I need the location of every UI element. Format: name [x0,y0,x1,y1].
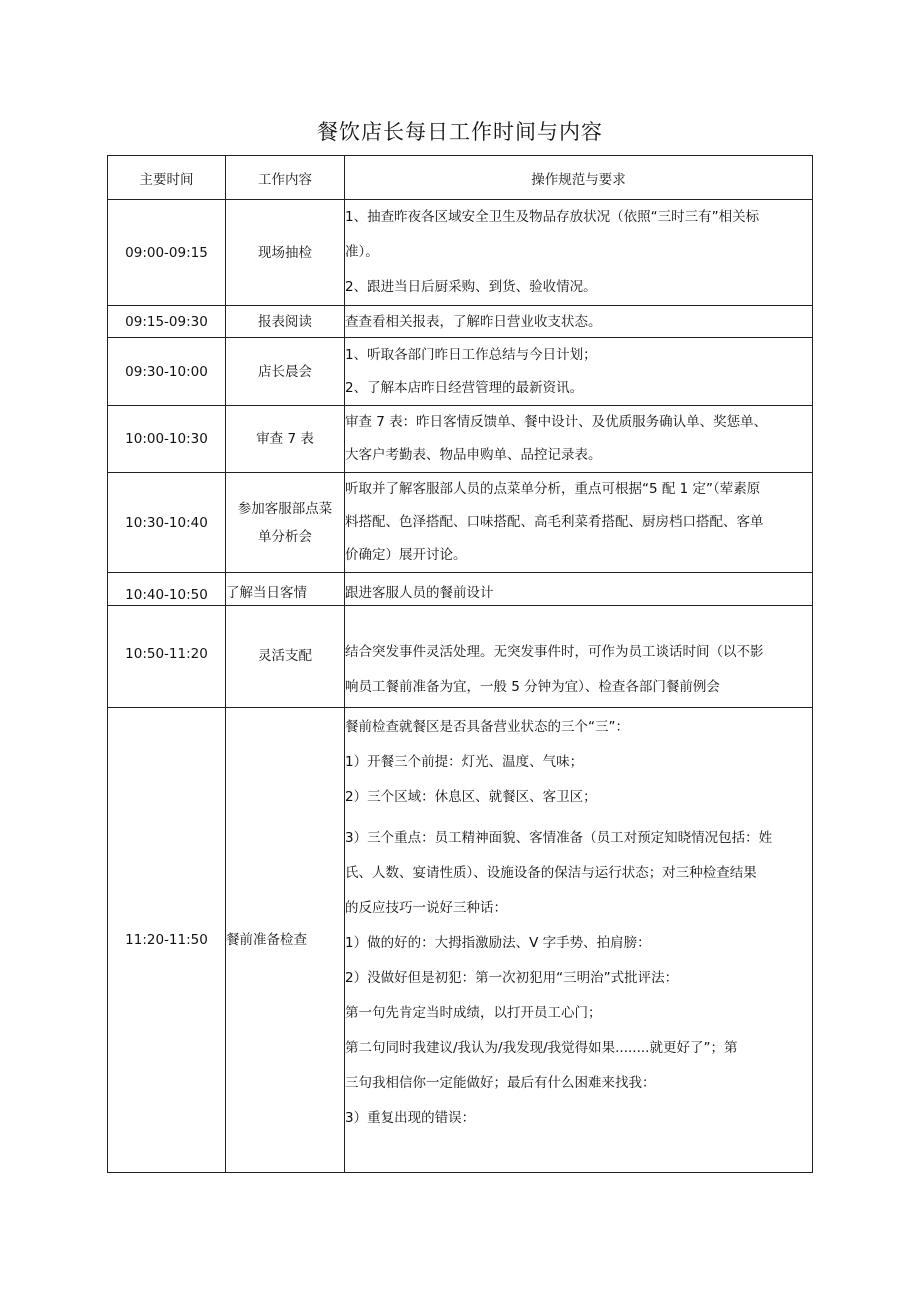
spec-line: 2）没做好但是初犯：第一次初犯用“三明治”式批评法： [345,970,679,986]
task-cell: 店长晨会 [226,338,345,406]
spec-line: 结合突发事件灵活处理。无突发事件时，可作为员工谈话时间（以不影 [345,644,764,660]
time-cell: 11:20-11:50 [108,708,226,1173]
spec-line: 准）。 [345,244,379,260]
time-cell: 10:00-10:30 [108,406,226,473]
header-time: 主要时间 [108,156,226,200]
spec-line: 大客户考勤表、物品申购单、品控记录表。 [345,447,602,463]
spec-cell [345,473,813,573]
spec-line: 2）三个区域：休息区、就餐区、客卫区； [345,789,597,805]
header-task: 工作内容 [226,156,345,200]
task-cell [226,473,345,573]
spec-line: 3）重复出现的错误： [345,1110,476,1126]
spec-line: 第一句先肯定当时成绩，以打开员工心门； [345,1005,602,1021]
table-row [108,306,813,338]
spec-line: 2、了解本店昨日经营管理的最新资讯。 [345,379,584,396]
table-row [108,473,813,573]
schedule-table [107,155,813,1173]
table-row [108,606,813,708]
task-cell: 现场抽检 [226,200,345,306]
time-cell: 09:00-09:15 [108,200,226,306]
spec-cell [345,606,813,708]
spec-cell [345,406,813,473]
spec-line: 料搭配、色泽搭配、口味搭配、高毛利菜肴搭配、厨房档口搭配、客单 [345,514,764,530]
spec-line: 听取并了解客服部人员的点菜单分析，重点可根据“5 配 1 定”（荤素原 [345,481,761,497]
spec-cell [345,338,813,406]
task-cell: 餐前准备检查 [226,708,345,1173]
spec-cell [345,708,813,1173]
task-cell: 灵活支配 [226,606,345,708]
spec-line: 1）开餐三个前提：灯光、温度、气味； [345,754,584,770]
spec-line: 审查 7 表：昨日客情反馈单、餐中设计、及优质服务确认单、奖惩单、 [345,414,768,430]
table-row [108,338,813,406]
spec-cell [345,200,813,306]
spec-cell [345,573,813,606]
spec-line: 2、跟进当日后厨采购、到货、验收情况。 [345,279,597,295]
header-spec: 操作规范与要求 [345,156,813,200]
spec-cell [345,306,813,338]
spec-line: 1、抽查昨夜各区域安全卫生及物品存放状况（依照“三时三有”相关标 [345,209,760,225]
spec-line: 查查看相关报表，了解昨日营业收支状态。 [345,313,602,330]
task-cell: 了解当日客情 [226,573,345,606]
table-row [108,708,813,1173]
spec-line: 1）做的好的：大拇指激励法、V 字手势、拍肩膀： [345,935,651,951]
table-header-row [108,156,813,200]
time-cell: 10:30-10:40 [108,473,226,573]
document-title: 餐饮店长每日工作时间与内容 [317,120,603,144]
time-cell: 09:15-09:30 [108,306,226,338]
time-cell: 10:40-10:50 [108,573,226,606]
spec-line: 1、听取各部门昨日工作总结与今日计划； [345,346,597,363]
task-cell: 审查 7 表 [226,406,345,473]
table-row [108,406,813,473]
spec-line: 的反应技巧一说好三种话： [345,900,507,916]
spec-line: 3）三个重点：员工精神面貌、客情准备（员工对预定知晓情况包括：姓 [345,830,773,846]
task-line: 单分析会 [258,528,312,545]
time-cell: 10:50-11:20 [108,606,226,708]
table-row [108,200,813,306]
spec-line: 第二句同时我建议/我认为/我发现/我觉得如果........就更好了”；第 [345,1040,738,1056]
spec-line: 价确定）展开讨论。 [345,547,467,563]
table-row [108,573,813,606]
spec-line: 跟进客服人员的餐前设计 [345,585,494,601]
task-cell: 报表阅读 [226,306,345,338]
task-line: 参加客服部点菜 [237,500,333,517]
spec-line: 氏、人数、宴请性质）、设施设备的保洁与运行状态；对三种检查结果 [345,865,757,881]
spec-line: 三句我相信你一定能做好；最后有什么困难来找我： [345,1075,656,1091]
spec-line: 响员工餐前准备为宜，一般 5 分钟为宜）、检查各部门餐前例会 [345,679,720,695]
time-cell: 09:30-10:00 [108,338,226,406]
spec-line: 餐前检查就餐区是否具备营业状态的三个“三”： [345,719,629,735]
